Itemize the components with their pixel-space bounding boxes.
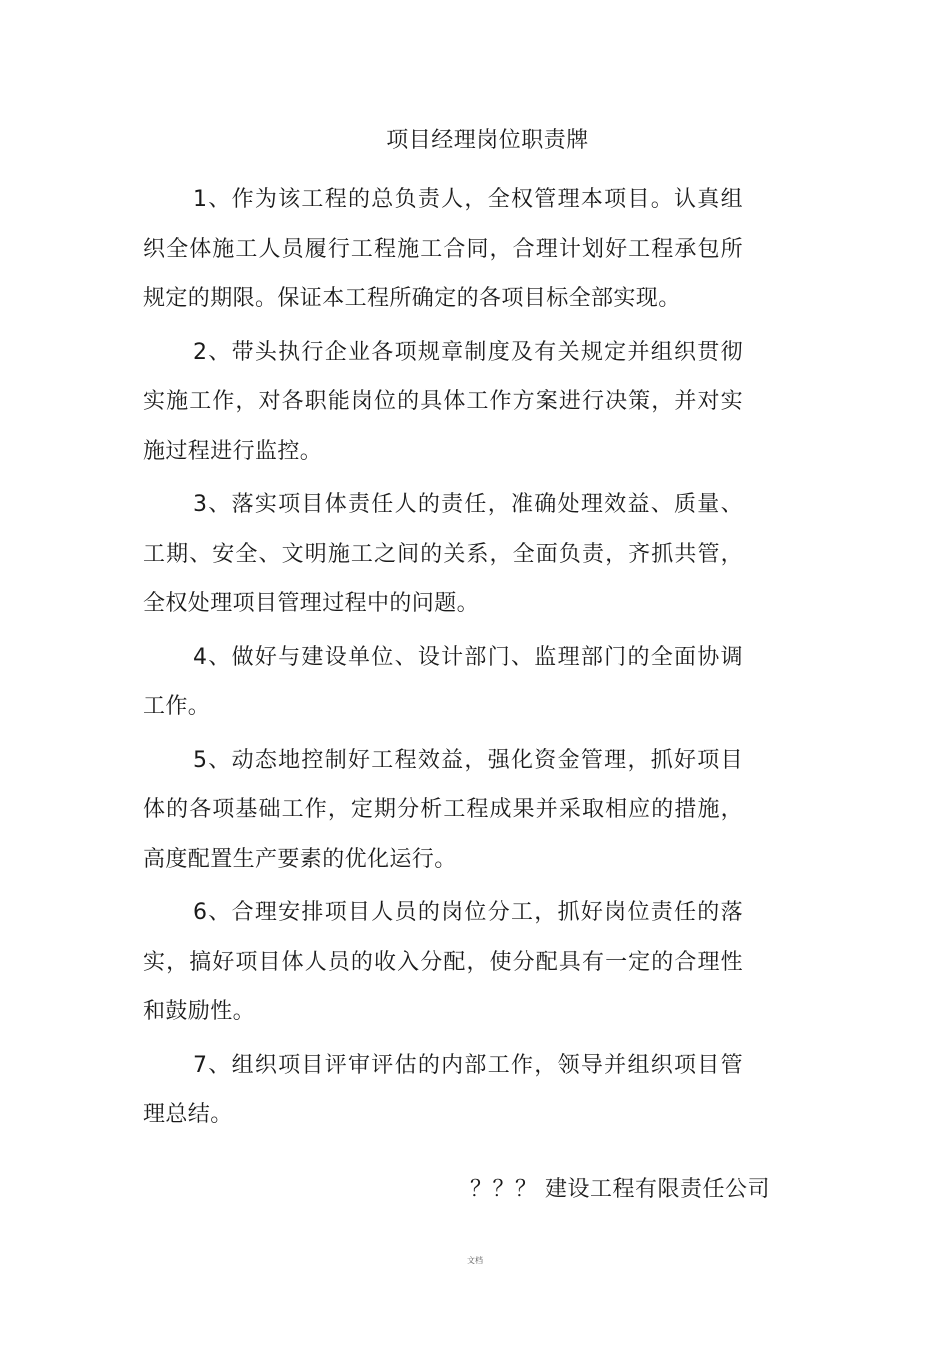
paragraph-6: 6、合理安排项目人员的岗位分工，抓好岗位责任的落实，搞好项目体人员的收入分配，使分配具有一定的合理性和鼓励性。	[143, 900, 743, 1024]
document-title: 项目经理岗位职责牌	[386, 128, 589, 153]
paragraph-2: 2、带头执行企业各项规章制度及有关规定并组织贯彻实施工作，对各职能岗位的具体工作方案进行决策，并对实施过程进行监控。	[143, 339, 743, 464]
paragraph-4: 4、做好与建设单位、设计部门、监理部门的全面协调工作。	[143, 644, 743, 719]
paragraph-1: 1、作为该工程的总负责人，全权管理本项目。认真组织全体施工人员履行工程施工合同，合理计划好工程承包所规定的期限。保证本工程所确定的各项目标全部实现。	[143, 187, 743, 311]
paragraph-5: 5、动态地控制好工程效益，强化资金管理，抓好项目体的各项基础工作，定期分析工程成果并采取相应的措施，高度配置生产要素的优化运行。	[143, 747, 743, 872]
paragraph-7: 7、组织项目评审评估的内部工作，领导并组织项目管理总结。	[143, 1052, 743, 1127]
page-footer: 文档	[467, 1256, 483, 1265]
document-body	[143, 175, 743, 1144]
company-signature: ？？？ 建设工程有限责任公司	[470, 1177, 770, 1202]
paragraph-3: 3、落实项目体责任人的责任，准确处理效益、质量、工期、安全、文明施工之间的关系，全面负责，齐抓共管，全权处理项目管理过程中的问题。	[143, 492, 743, 616]
